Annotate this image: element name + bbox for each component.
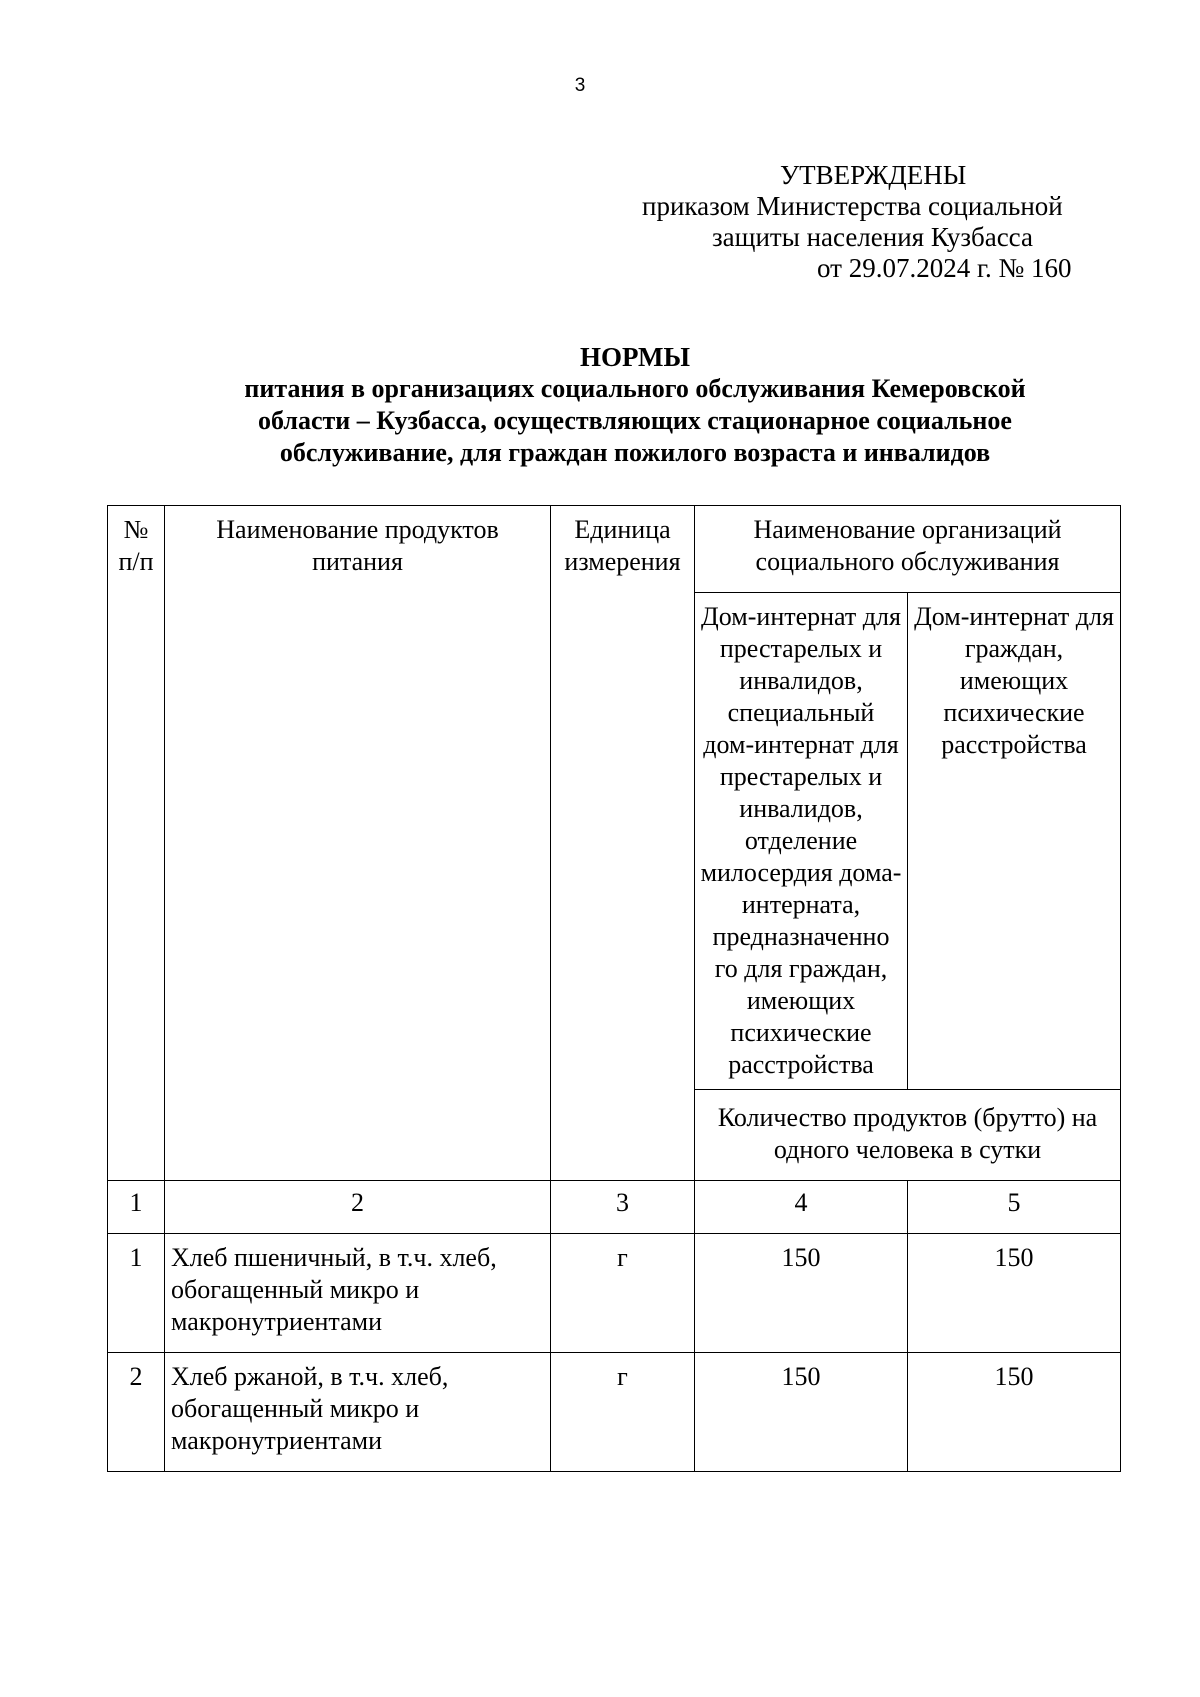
- column-number: 4: [695, 1181, 908, 1234]
- approval-line: защиты населения Кузбасса: [712, 222, 1033, 252]
- title-subtitle-line: питания в организациях социального обслуживания Кемеровской: [244, 374, 1026, 403]
- header-num: № п/п: [108, 506, 165, 1181]
- header-org-col1: Дом-интернат для престарелых и инвалидов, специальный дом-интернат для престарелых и инвалидов, отделение милосердия дома-интерната, предназначенно го для граждан, имеющих психические расстройства: [695, 593, 908, 1090]
- row-num: 1: [108, 1234, 165, 1353]
- header-quantity: Количество продуктов (брутто) на одного человека в сутки: [695, 1090, 1121, 1181]
- row-value: 150: [695, 1353, 908, 1472]
- column-number: 5: [908, 1181, 1121, 1234]
- row-num: 2: [108, 1353, 165, 1472]
- column-number-row: [108, 1181, 1121, 1234]
- approval-line: приказом Министерства социальной: [642, 191, 1063, 221]
- row-unit: г: [551, 1353, 695, 1472]
- header-row: [108, 506, 1121, 593]
- approval-date: от 29.07.2024 г. № 160: [817, 253, 1072, 283]
- row-value: 150: [908, 1234, 1121, 1353]
- title-subtitle-line: области – Кузбасса, осуществляющих стационарное социальное: [258, 406, 1012, 435]
- page-number: 3: [574, 75, 586, 96]
- column-number: 1: [108, 1181, 165, 1234]
- header-organizations: Наименование организаций социального обслуживания: [695, 506, 1121, 593]
- column-number: 3: [551, 1181, 695, 1234]
- header-name: Наименование продуктов питания: [165, 506, 551, 1181]
- document-title: [160, 341, 1110, 469]
- norms-table: [107, 505, 1121, 1472]
- title-main: НОРМЫ: [580, 342, 690, 372]
- table-row: [108, 1353, 1121, 1472]
- table-row: [108, 1234, 1121, 1353]
- row-unit: г: [551, 1234, 695, 1353]
- title-subtitle-line: обслуживание, для граждан пожилого возраста и инвалидов: [279, 438, 991, 467]
- row-product-name: Хлеб пшеничный, в т.ч. хлеб, обогащенный микро и макронутриентами: [165, 1234, 551, 1353]
- approval-heading: УТВЕРЖДЕНЫ: [780, 160, 967, 190]
- row-value: 150: [908, 1353, 1121, 1472]
- column-number: 2: [165, 1181, 551, 1234]
- header-unit: Единица измерения: [551, 506, 695, 1181]
- approval-stamp: [560, 160, 1082, 284]
- row-value: 150: [695, 1234, 908, 1353]
- row-product-name: Хлеб ржаной, в т.ч. хлеб, обогащенный микро и макронутриентами: [165, 1353, 551, 1472]
- header-org-col2: Дом-интернат для граждан, имеющих психические расстройства: [908, 593, 1121, 1090]
